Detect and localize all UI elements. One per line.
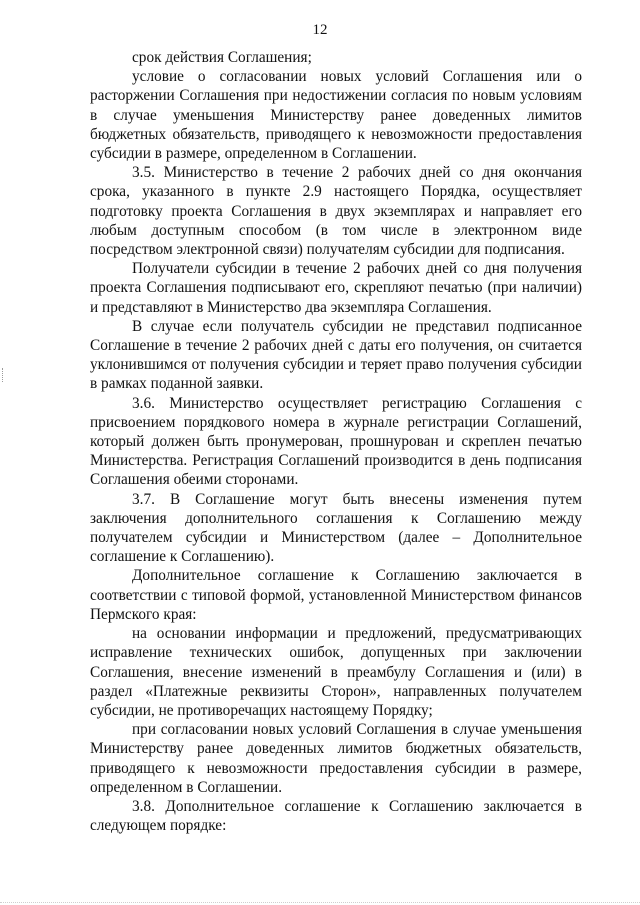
- paragraph-7: 3.7. В Соглашение могут быть внесены изменения путем заключения дополнительного соглашения к Соглашению между получателем субсидии и Министерством (далее – Дополнительное соглашение к Соглашению).: [90, 490, 582, 566]
- paragraph-1: срок действия Соглашения;: [132, 49, 312, 66]
- paragraph-9: на основании информации и предложений, предусматривающих исправление технических ошибок, допущенных при заключении Соглашения, внесение изменений в преамбулу Соглашения и (или) в раздел «Платежные реквизиты Сторон», направленных получателем субсидии, не противоречащих настоящему Порядку;: [90, 625, 582, 719]
- paragraph-4: Получатели субсидии в течение 2 рабочих дней со дня получения проекта Соглашения подписывают его, скрепляют печатью (при наличии) и представляют в Министерство два экземпляра Соглашения.: [90, 260, 582, 316]
- paragraph-11: 3.8. Дополнительное соглашение к Соглашению заключается в следующем порядке:: [90, 797, 582, 835]
- scan-footer-noise: [0, 898, 640, 903]
- paragraph-8: Дополнительное соглашение к Соглашению заключается в соответствии с типовой формой, установленной Министерством финансов Пермского края:: [90, 567, 582, 623]
- paragraph-10: при согласовании новых условий Соглашения в случае уменьшения Министерству ранее доведенных лимитов бюджетных обязательств, приводящего к невозможности предоставления субсидии в размере, определенном в Соглашении.: [90, 721, 582, 796]
- paragraph-5: В случае если получатель субсидии не представил подписанное Соглашение в течение 2 рабочих дней с даты его получения, он считается уклонившимся от получения субсидии и теряет право получения субсидии в рамках поданной заявки.: [90, 317, 582, 393]
- scan-edge-mark: [2, 368, 5, 382]
- paragraph-2: условие о согласовании новых условий Соглашения или о расторжении Соглашения при недостижении согласия по новым условиям в случае уменьшения Министерству ранее доведенных лимитов бюджетных обязательств, приводящего к невозможности предоставления субсидии в размере, определенном в Соглашении.: [90, 68, 582, 163]
- document-body: [90, 48, 582, 835]
- paragraph-6: 3.6. Министерство осуществляет регистрацию Соглашения с присвоением порядкового номера в журнале регистрации Соглашений, который должен быть пронумерован, прошнурован и скреплен печатью Министерства. Регистрация Соглашений производится в день подписания Соглашения обеими сторонами.: [90, 394, 582, 489]
- page-number: 12: [312, 22, 328, 38]
- paragraph-3: 3.5. Министерство в течение 2 рабочих дней со дня окончания срока, указанного в пункте 2.9 настоящего Порядка, осуществляет подготовку проекта Соглашения в двух экземплярах и направляет его любым доступным способом (в том числе в электронном виде посредством электронной связи) получателям субсидии для подписания.: [90, 164, 582, 259]
